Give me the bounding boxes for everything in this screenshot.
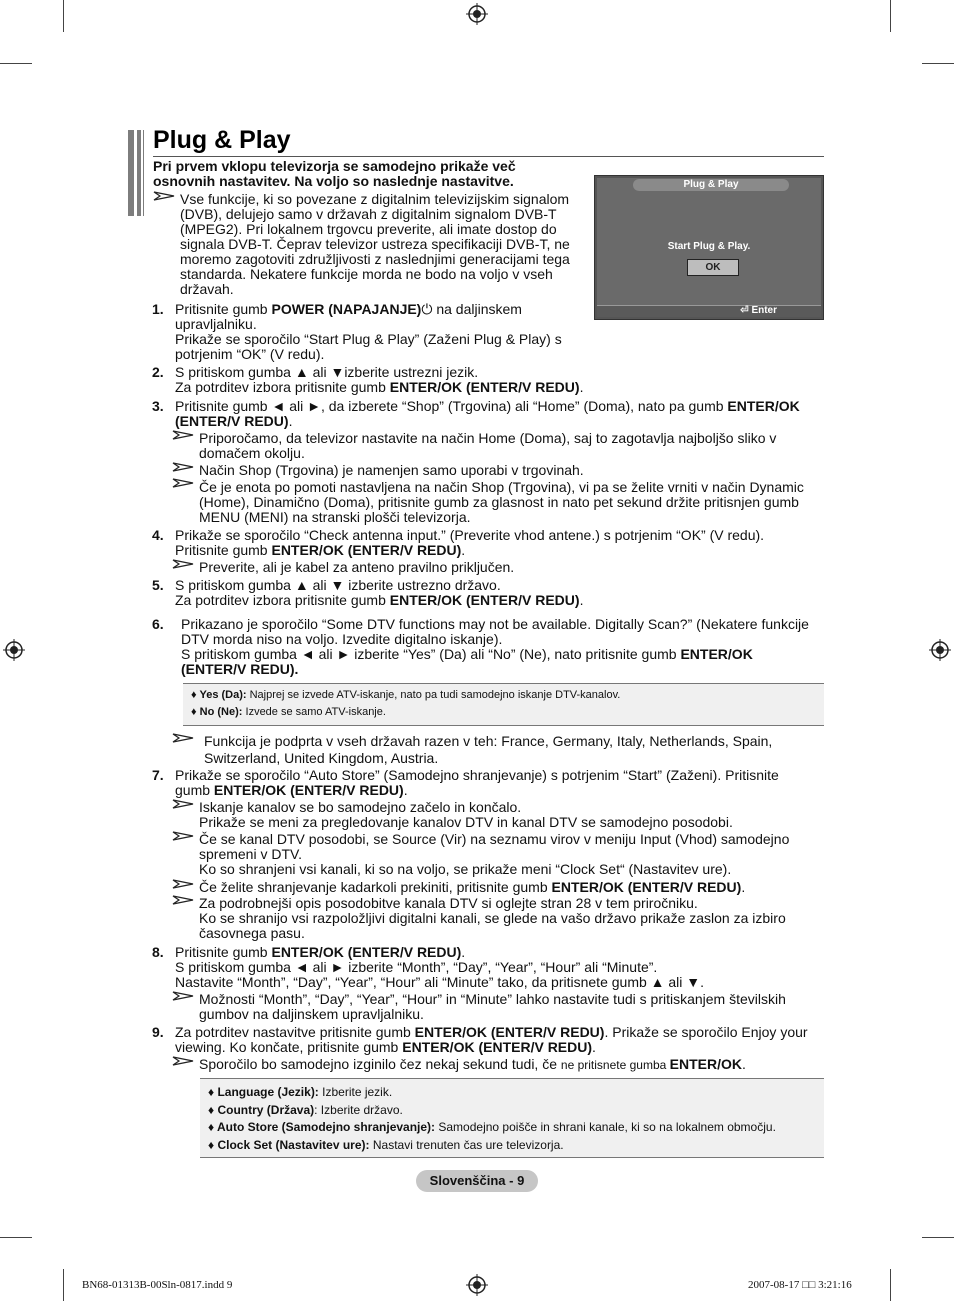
- info-box-summary: ♦ Language (Jezik): Izberite jezik. ♦ Country (Država): Izberite državo. ♦ Auto Store (Samodejno shranjevanje): Samodejno poišče in shrani kanale, ki so na lokalnem območju. ♦ Clock Set (Nastavitev ure): Nastavi trenuten čas ure televizorja.: [200, 1078, 824, 1158]
- note-dynamic-mode: Če je enota po pomoti nastavljena na način Shop (Trgovina), vi pa se želite vrniti v način Dynamic (Home), Dinamično (Doma), pritisnite gumb za glasnost in nato pet sekund držite pritisnjen gumb MENU (MENI) na stranski plošči televizorja.: [199, 479, 804, 525]
- title-decoration: [128, 130, 144, 216]
- file-slug: BN68-01313B-00Sln-0817.indd 9: [82, 1279, 233, 1291]
- registration-mark-icon: [466, 1274, 488, 1296]
- crop-mark: [63, 1269, 64, 1301]
- step-9: Za potrditev nastavitve pritisnite gumb ENTER/OK (ENTER/V REDU). Prikaže se sporočilo Enjoy your viewing. Ko končate, pritisnite gumb ENTER/OK (ENTER/V REDU).: [175, 1024, 808, 1055]
- crop-mark: [890, 1269, 891, 1301]
- page-number: Slovenščina - 9: [416, 1170, 538, 1192]
- note-arrow-icon: [172, 799, 194, 809]
- note-arrow-icon: [172, 559, 194, 569]
- step-number: 7.: [152, 767, 164, 783]
- step-7: Prikaže se sporočilo “Auto Store” (Samodejno shranjevanje) s potrjenim “Start” (Zaženi). Pritisnite gumb ENTER/OK (ENTER/V REDU).: [175, 767, 779, 798]
- step-8: Pritisnite gumb ENTER/OK (ENTER/V REDU). S pritiskom gumba ◄ ali ► izberite “Month”, “Day”, “Year”, “Hour” ali “Minute”. Nastavite “Month”, “Day”, “Year”, “Hour” ali “Minute” tako, da pritisnete gumb ▲ ali ▼.: [175, 944, 705, 990]
- step-4: Prikaže se sporočilo “Check antenna input.” (Preverite vhod antene.) s potrjenim “OK” (V redu). Pritisnite gumb ENTER/OK (ENTER/V REDU).: [175, 527, 765, 558]
- note-countries: Funkcija je podprta v vseh državah razen v teh: France, Germany, Italy, Netherlands, Spain, Switzerland, United Kingdom, Austria.: [204, 733, 773, 766]
- step-number: 9.: [152, 1024, 164, 1040]
- tv-screen-plug-and-play: [594, 175, 824, 320]
- tv-menu-header: Plug & Play: [633, 179, 789, 191]
- intro-text: Pri prvem vklopu televizorja se samodejno prikaže več osnovnih nastavitev. Na voljo so naslednje nastavitve.: [153, 158, 516, 189]
- page-title: Plug & Play: [153, 126, 291, 154]
- note-channel-search: Iskanje kanalov se bo samodejno začelo in končalo. Prikaže se meni za pregledovanje kanalov DTV in kanal DTV se samodejno posodobi.: [199, 799, 733, 830]
- step-3: Pritisnite gumb ◄ ali ►, da izberete “Shop” (Trgovina) ali “Home” (Doma), nato pa gumb ENTER/OK (ENTER/V REDU).: [175, 398, 800, 429]
- step-number: 6.: [152, 616, 164, 632]
- note-arrow-icon: [172, 733, 194, 743]
- note-arrow-icon: [172, 478, 194, 488]
- note-number-buttons: Možnosti “Month”, “Day”, “Year”, “Hour” in “Minute” lahko nastavite tudi s pritiskanjem številskih gumbov na daljinskem upravljalniku.: [199, 991, 786, 1022]
- step-number: 5.: [152, 577, 164, 593]
- step-2: S pritiskom gumba ▲ ali ▼izberite ustrezni jezik. Za potrditev izbora pritisnite gumb ENTER/OK (ENTER/V REDU).: [175, 364, 584, 395]
- note-dtv-update: Za podrobnejši opis posodobitve kanala DTV si oglejte stran 28 v tem priročniku. Ko se shranijo vsi razpoložljivi digitalni kanali, se glede na vašo državo prikaže zaslon za izbiro časovnega pasu.: [199, 895, 786, 941]
- tv-ok-button[interactable]: OK: [687, 259, 739, 276]
- note-arrow-icon: [172, 895, 194, 905]
- registration-mark-icon: [466, 3, 488, 25]
- note-shop-mode: Način Shop (Trgovina) je namenjen samo uporabi v trgovinah.: [199, 462, 584, 478]
- crop-mark: [0, 63, 32, 64]
- step-number: 2.: [152, 364, 164, 380]
- enter-icon: ⏎: [740, 305, 752, 316]
- note-arrow-icon: [172, 462, 194, 472]
- step-number: 4.: [152, 527, 164, 543]
- power-icon: ⏻: [421, 301, 433, 317]
- crop-mark: [0, 1237, 32, 1238]
- step-5: S pritiskom gumba ▲ ali ▼ izberite ustrezno državo. Za potrditev izbora pritisnite gumb ENTER/OK (ENTER/V REDU).: [175, 577, 584, 608]
- tv-message: Start Plug & Play.: [667, 241, 751, 252]
- note-arrow-icon: [172, 430, 194, 440]
- crop-mark: [63, 0, 64, 32]
- step-number: 1.: [152, 301, 164, 317]
- tv-enter-hint: ⏎ Enter: [740, 305, 777, 316]
- crop-mark: [890, 0, 891, 32]
- step-6: Prikazano je sporočilo “Some DTV functions may not be available. Digitally Scan?” (Nekatere funkcije DTV morda niso na voljo. Izvedite digitalno iskanje). S pritiskom gumba ◄ ali ► izberite “Yes” (Da) ali “No” (Ne), nato pritisnite gumb ENTER/OK (ENTER/V REDU).: [181, 616, 809, 677]
- note-arrow-icon: [153, 191, 175, 201]
- crop-mark: [922, 1237, 954, 1238]
- registration-mark-icon: [3, 639, 25, 661]
- note-stop-store: Če želite shranjevanje kadarkoli prekiniti, pritisnite gumb ENTER/OK (ENTER/V REDU).: [199, 879, 746, 895]
- crop-mark: [922, 63, 954, 64]
- note-antenna: Preverite, ali je kabel za anteno pravilno priključen.: [199, 559, 515, 575]
- note-arrow-icon: [172, 991, 194, 1001]
- note-arrow-icon: [172, 831, 194, 841]
- note-arrow-icon: [172, 1056, 194, 1066]
- note-dtv-source: Če se kanal DTV posodobi, se Source (Vir) na seznamu virov v meniju Input (Vhod) samodejno spremeni v DTV. Ko so shranjeni vsi kanali, ki so na voljo, se prikaže meni “Clock Set“ (Nastavitev ure).: [199, 831, 790, 877]
- step-number: 3.: [152, 398, 164, 414]
- info-box-scan-options: ♦ Yes (Da): Najprej se izvede ATV-iskanje, nato pa tudi samodejno iskanje DTV-kanalov. ♦ No (Ne): Izvede se samo ATV-iskanje.: [183, 683, 824, 726]
- note-message-timeout: Sporočilo bo samodejno izginilo čez nekaj sekund tudi, če ne pritisnete gumba ENTER/OK.: [199, 1056, 746, 1072]
- note-arrow-icon: [172, 879, 194, 889]
- note-home-mode: Priporočamo, da televizor nastavite na način Home (Doma), saj to zagotavlja najboljšo sliko v domačem okolju.: [199, 430, 777, 461]
- note-dvb: Vse funkcije, ki so povezane z digitalnim televizijskim signalom (DVB), delujejo samo v državah z digitalnim signalom DVB-T (MPEG2). Pri lokalnem trgovcu preverite, ali imate dostop do signala DVB-T. Čeprav televizor ustreza specifikaciji DVB-T, ne moremo zagotoviti združljivosti z naslednjimi generacijami tega standarda. Nekatere funkcije morda ne bodo na voljo v vseh državah.: [180, 191, 570, 297]
- step-number: 8.: [152, 944, 164, 960]
- step-1: Pritisnite gumb POWER (NAPAJANJE)⏻ na daljinskem upravljalniku. Prikaže se sporočilo “Start Plug & Play” (Zaženi Plug & Play) s potrjenim “OK” (V redu).: [175, 301, 562, 362]
- title-rule: [153, 156, 824, 157]
- date-slug: 2007-08-17 □□ 3:21:16: [748, 1279, 852, 1291]
- registration-mark-icon: [929, 639, 951, 661]
